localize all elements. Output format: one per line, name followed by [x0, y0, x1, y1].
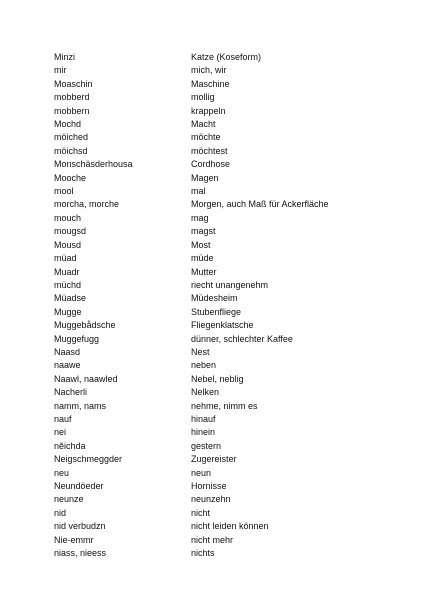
dialect-term: Monschäsderhousa	[54, 159, 133, 170]
dialect-term: möichsd	[54, 145, 88, 156]
dialect-term: mobberd	[54, 92, 90, 103]
dialect-term: mir	[54, 65, 67, 76]
dialect-term: Muggefugg	[54, 333, 100, 344]
glossary-row	[54, 453, 374, 466]
dialect-term: neu	[54, 467, 70, 478]
dialect-term: mougsd	[54, 226, 87, 237]
standard-german-meaning: möchtest	[191, 145, 228, 156]
standard-german-meaning: hinauf	[191, 413, 216, 424]
standard-german-meaning: Nebel, neblig	[191, 373, 244, 384]
standard-german-meaning: mag	[191, 212, 209, 223]
standard-german-meaning: nicht mehr	[191, 534, 234, 545]
standard-german-meaning: nehme, nimm es	[191, 400, 258, 411]
dialect-term: Naasd	[54, 346, 81, 357]
dialect-term: Mugge	[54, 306, 82, 317]
standard-german-meaning: neunzehn	[191, 494, 231, 505]
dialect-term: mool	[54, 186, 74, 197]
standard-german-meaning: mollig	[191, 92, 215, 103]
glossary-row	[54, 386, 374, 399]
dialect-term: Müadse	[54, 293, 87, 304]
glossary-row	[54, 198, 374, 211]
standard-german-meaning: nicht	[191, 507, 211, 518]
standard-german-meaning: Mutter	[191, 266, 217, 277]
glossary-row	[54, 359, 374, 372]
dialect-term: müchd	[54, 279, 82, 290]
glossary-row	[54, 131, 374, 144]
glossary-row	[54, 346, 374, 359]
standard-german-meaning: mal	[191, 186, 206, 197]
dialect-term: naawe	[54, 360, 81, 371]
dialect-term: Neundöeder	[54, 481, 104, 491]
dialect-term: morcha, morche	[54, 199, 120, 210]
standard-german-meaning: Fliegenklatsche	[191, 320, 254, 331]
glossary-row	[54, 118, 374, 131]
glossary-row	[54, 467, 374, 480]
standard-german-meaning: Magen	[191, 172, 219, 183]
standard-german-meaning: hinein	[191, 427, 216, 438]
dialect-term: Minzi	[54, 52, 76, 62]
standard-german-meaning: krappeln	[191, 105, 226, 116]
standard-german-meaning: Cordhose	[191, 159, 231, 170]
dialect-term: nĕichda	[54, 440, 86, 451]
dialect-term: möiched	[54, 132, 89, 143]
dialect-term: Moaschin	[54, 78, 93, 89]
standard-german-meaning: müde	[191, 253, 214, 264]
standard-german-meaning: Zugereister	[191, 454, 237, 465]
standard-german-meaning: mich, wir	[191, 65, 227, 76]
standard-german-meaning: Müdesheim	[191, 293, 238, 304]
dialect-term: Nie-emmr	[54, 534, 94, 545]
glossary-row	[54, 426, 374, 439]
standard-german-meaning: magst	[191, 226, 216, 237]
dialect-term: Muggebådsche	[54, 320, 116, 331]
standard-german-meaning: nicht leiden können	[191, 521, 269, 532]
glossary-row	[54, 413, 374, 426]
glossary-row	[54, 64, 374, 77]
dialect-term: mouch	[54, 212, 82, 223]
dialect-term: nid verbudzn	[54, 521, 106, 532]
standard-german-meaning: gestern	[191, 440, 222, 451]
glossary-row	[54, 91, 374, 104]
standard-german-meaning: Katze (Koseform)	[191, 52, 262, 62]
glossary-row	[54, 480, 374, 493]
standard-german-meaning: Stubenfliege	[191, 306, 242, 317]
standard-german-meaning: Morgen, auch Maß für Ackerfläche	[191, 199, 329, 210]
glossary-row	[54, 239, 374, 252]
glossary-row	[54, 507, 374, 520]
glossary-row	[54, 400, 374, 413]
standard-german-meaning: möchte	[191, 132, 221, 143]
standard-german-meaning: Nest	[191, 346, 210, 357]
glossary-row	[54, 534, 374, 547]
glossary-row	[54, 212, 374, 225]
glossary-row	[54, 292, 374, 305]
glossary-row	[54, 279, 374, 292]
standard-german-meaning: neben	[191, 360, 217, 371]
glossary-row	[54, 105, 374, 118]
dialect-term: Mooche	[54, 172, 87, 183]
standard-german-meaning: neun	[191, 467, 212, 478]
standard-german-meaning: Maschine	[191, 78, 230, 89]
glossary-row	[54, 520, 374, 533]
glossary-row	[54, 266, 374, 279]
glossary-row	[54, 333, 374, 346]
glossary-row	[54, 252, 374, 265]
glossary-row	[54, 51, 374, 64]
glossary-row	[54, 547, 374, 560]
glossary-row	[54, 440, 374, 453]
dialect-term: mobbern	[54, 105, 90, 116]
glossary-table	[54, 51, 374, 560]
dialect-term: neunze	[54, 494, 84, 505]
dialect-term: Mousd	[54, 239, 82, 250]
glossary-row	[54, 306, 374, 319]
dialect-term: Mochd	[54, 119, 82, 130]
glossary-row	[54, 493, 374, 506]
dialect-term: nauf	[54, 413, 72, 424]
dialect-term: nei	[54, 427, 67, 438]
glossary-row	[54, 185, 374, 198]
standard-german-meaning: Macht	[191, 119, 216, 130]
dialect-term: namm, nams	[54, 400, 107, 411]
dialect-term: Nacherli	[54, 387, 88, 398]
glossary-row	[54, 225, 374, 238]
dialect-term: Naawl, naawled	[54, 373, 118, 384]
standard-german-meaning: nichts	[191, 548, 215, 559]
glossary-row	[54, 145, 374, 158]
dialect-term: niass, nieess	[54, 548, 107, 559]
glossary-row	[54, 158, 374, 171]
glossary-row	[54, 373, 374, 386]
glossary-row	[54, 172, 374, 185]
glossary-row	[54, 319, 374, 332]
dialect-term: nid	[54, 507, 67, 518]
standard-german-meaning: dünner, schlechter Kaffee	[191, 333, 293, 344]
glossary-row	[54, 78, 374, 91]
dialect-term: müad	[54, 253, 77, 264]
standard-german-meaning: Hornisse	[191, 481, 227, 491]
dialect-term: Muadr	[54, 266, 80, 277]
standard-german-meaning: Nelken	[191, 387, 220, 398]
standard-german-meaning: riecht unangenehm	[191, 279, 269, 290]
dialect-term: Neigschmeggder	[54, 454, 123, 465]
standard-german-meaning: Most	[191, 239, 211, 250]
